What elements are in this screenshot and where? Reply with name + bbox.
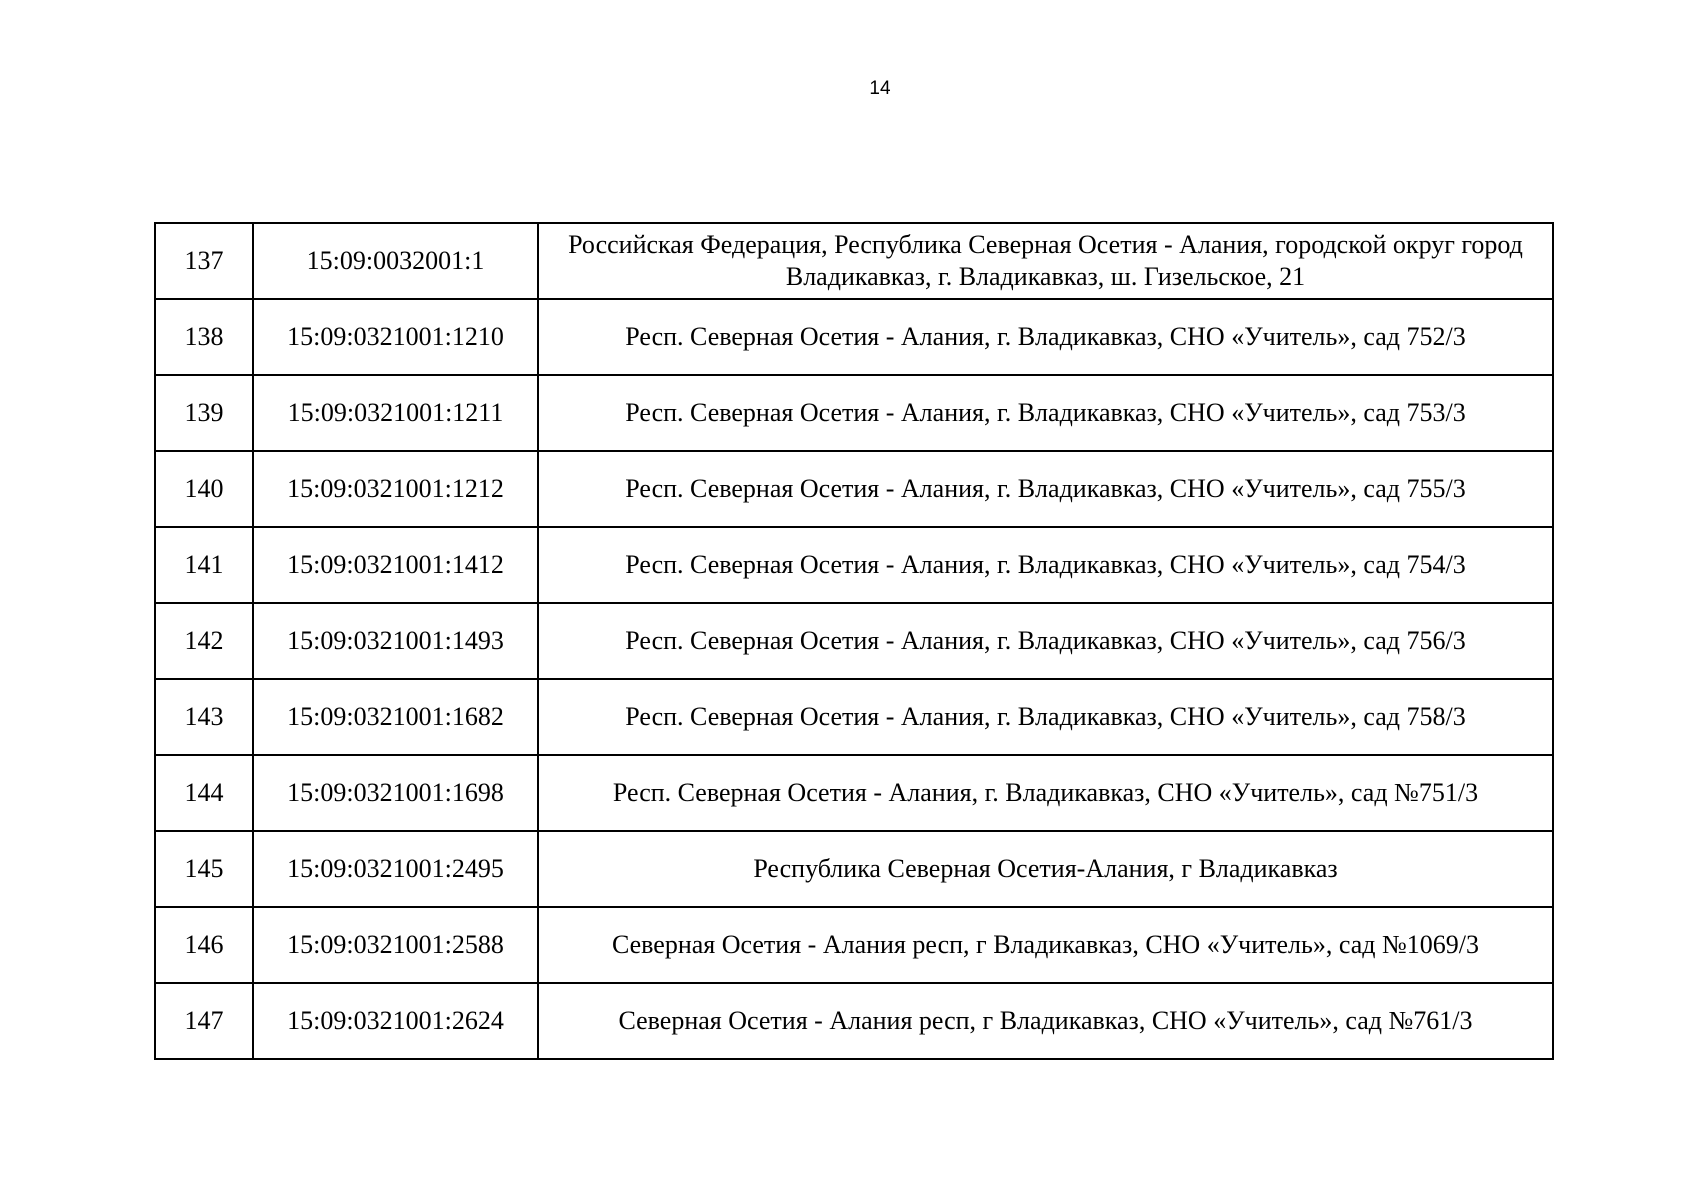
table-row (155, 907, 1553, 983)
address-cell: Респ. Северная Осетия - Алания, г. Владикавказ, СНО «Учитель», сад 752/3 (538, 299, 1553, 375)
row-number-cell: 138 (155, 299, 253, 375)
table-row (155, 603, 1553, 679)
row-number-cell: 137 (155, 223, 253, 299)
row-number-cell: 147 (155, 983, 253, 1059)
cadastral-number-cell: 15:09:0321001:2588 (253, 907, 538, 983)
cadastral-number-cell: 15:09:0321001:1412 (253, 527, 538, 603)
cadastral-number-cell: 15:09:0321001:2624 (253, 983, 538, 1059)
table-row (155, 299, 1553, 375)
cadastral-number-cell: 15:09:0321001:1211 (253, 375, 538, 451)
cadastral-number-cell: 15:09:0032001:1 (253, 223, 538, 299)
address-cell: Северная Осетия - Алания респ, г Владикавказ, СНО «Учитель», сад №761/3 (538, 983, 1553, 1059)
cadastral-number-cell: 15:09:0321001:2495 (253, 831, 538, 907)
table-row (155, 755, 1553, 831)
address-cell: Респ. Северная Осетия - Алания, г. Владикавказ, СНО «Учитель», сад 755/3 (538, 451, 1553, 527)
table-row (155, 451, 1553, 527)
row-number-cell: 139 (155, 375, 253, 451)
address-cell: Респ. Северная Осетия - Алания, г. Владикавказ, СНО «Учитель», сад 756/3 (538, 603, 1553, 679)
address-cell: Респ. Северная Осетия - Алания, г. Владикавказ, СНО «Учитель», сад №751/3 (538, 755, 1553, 831)
cadastral-number-cell: 15:09:0321001:1210 (253, 299, 538, 375)
table-row (155, 375, 1553, 451)
table-row (155, 223, 1553, 299)
address-cell: Респ. Северная Осетия - Алания, г. Владикавказ, СНО «Учитель», сад 754/3 (538, 527, 1553, 603)
table-row (155, 831, 1553, 907)
cadastral-number-cell: 15:09:0321001:1698 (253, 755, 538, 831)
address-cell: Республика Северная Осетия-Алания, г Владикавказ (538, 831, 1553, 907)
address-cell: Российская Федерация, Республика Северная Осетия - Алания, городской округ город Владикавказ, г. Владикавказ, ш. Гизельское, 21 (538, 223, 1553, 299)
row-number-cell: 146 (155, 907, 253, 983)
land-plot-table (154, 222, 1554, 1060)
address-cell: Респ. Северная Осетия - Алания, г. Владикавказ, СНО «Учитель», сад 753/3 (538, 375, 1553, 451)
row-number-cell: 144 (155, 755, 253, 831)
cadastral-number-cell: 15:09:0321001:1682 (253, 679, 538, 755)
row-number-cell: 140 (155, 451, 253, 527)
table-row (155, 527, 1553, 603)
page-number: 14 (869, 78, 891, 99)
row-number-cell: 145 (155, 831, 253, 907)
row-number-cell: 141 (155, 527, 253, 603)
table-row (155, 679, 1553, 755)
cadastral-number-cell: 15:09:0321001:1212 (253, 451, 538, 527)
cadastral-number-cell: 15:09:0321001:1493 (253, 603, 538, 679)
table-row (155, 983, 1553, 1059)
address-cell: Респ. Северная Осетия - Алания, г. Владикавказ, СНО «Учитель», сад 758/3 (538, 679, 1553, 755)
address-cell: Северная Осетия - Алания респ, г Владикавказ, СНО «Учитель», сад №1069/3 (538, 907, 1553, 983)
row-number-cell: 143 (155, 679, 253, 755)
row-number-cell: 142 (155, 603, 253, 679)
